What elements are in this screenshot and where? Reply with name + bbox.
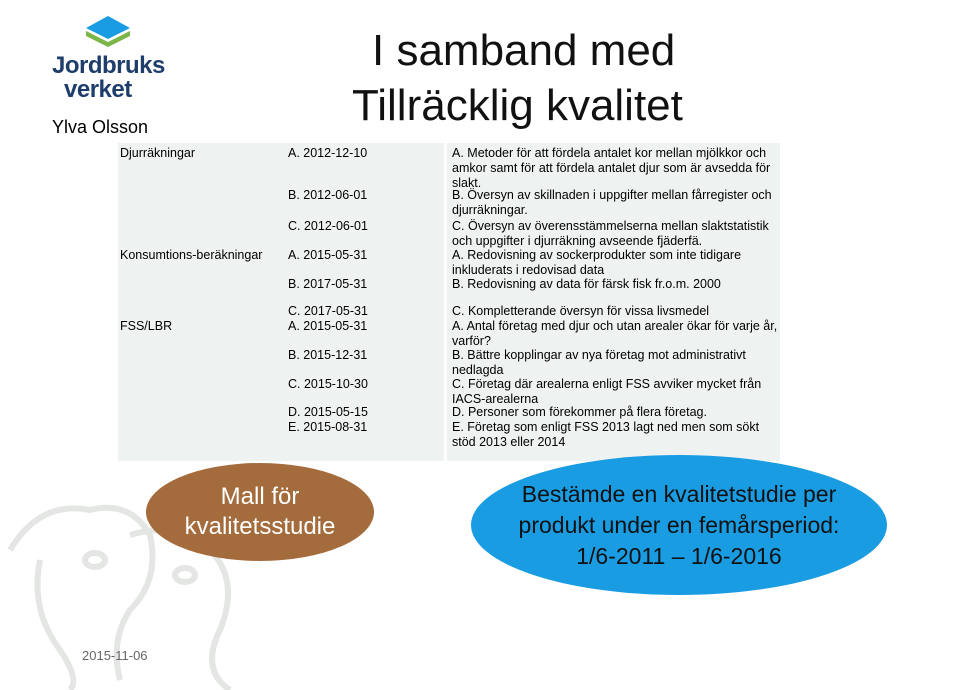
table-description: A. Antal företag med djur och utan arealer ökar för varje år, varför?	[452, 319, 778, 348]
table-description: C. Företag där arealerna enligt FSS avviker mycket från IACS-arealerna	[452, 377, 762, 406]
table-description: B. Redovisning av data för färsk fisk fr.o.m. 2000	[452, 277, 721, 291]
table-column-divider	[444, 143, 447, 461]
footer-date: 2015-11-06	[82, 648, 148, 663]
table-date: A. 2015-05-31	[288, 319, 368, 333]
category-fss-lbr: FSS/LBR	[120, 319, 173, 333]
table-date: E. 2015-08-31	[288, 420, 368, 434]
table-date: B. 2012-06-01	[288, 188, 368, 202]
table-description: B. Översyn av skillnaden i uppgifter mellan fårregister och djurräkningar.	[452, 188, 772, 217]
author-name: Ylva Olsson	[52, 117, 149, 137]
category-konsumtionsberakningar: Konsumtions-beräkningar	[120, 248, 263, 262]
table-description: E. Företag som enligt FSS 2013 lagt ned men som sökt stöd 2013 eller 2014	[452, 420, 760, 449]
category-djurrakningar: Djurräkningar	[120, 146, 196, 160]
table-date: A. 2015-05-31	[288, 248, 368, 262]
table-date: C. 2017-05-31	[288, 304, 368, 318]
table-date: A. 2012-12-10	[288, 146, 368, 160]
table-description: A. Metoder för att fördela antalet kor mellan mjölkkor och amkor samt för att fördela antalet djur som är avsedda för slakt.	[452, 146, 771, 190]
decision-callout-text: Bestämde en kvalitetstudie per produkt under en femårsperiod: 1/6-2011 – 1/6-2016	[518, 480, 840, 569]
table-date: C. 2015-10-30	[288, 377, 368, 391]
slide-title-line2: Tillräcklig kvalitet	[352, 81, 683, 130]
table-date: B. 2017-05-31	[288, 277, 368, 291]
template-callout-text: Mall för kvalitetsstudie	[184, 483, 336, 540]
decision-callout	[471, 455, 887, 595]
slide-title-line1: I samband med	[372, 26, 676, 75]
table-description: D. Personer som förekommer på flera företag.	[452, 405, 707, 419]
logo-wordmark-line2: verket	[64, 76, 132, 103]
template-callout	[146, 463, 374, 561]
table-date: D. 2015-05-15	[288, 405, 368, 419]
logo-wordmark-line1: Jordbruks	[52, 52, 165, 79]
table-description: A. Redovisning av sockerprodukter som inte tidigare inkluderats i redovisad data	[452, 248, 742, 277]
table-date: C. 2012-06-01	[288, 219, 368, 233]
table-date: B. 2015-12-31	[288, 348, 368, 362]
table-description: B. Bättre kopplingar av nya företag mot administrativt nedlagda	[452, 348, 746, 377]
table-description: C. Översyn av överensstämmelserna mellan slaktstatistik och uppgifter i djurräkning avseende fjäderfä.	[452, 219, 769, 248]
table-description: C. Kompletterande översyn för vissa livsmedel	[452, 304, 710, 318]
